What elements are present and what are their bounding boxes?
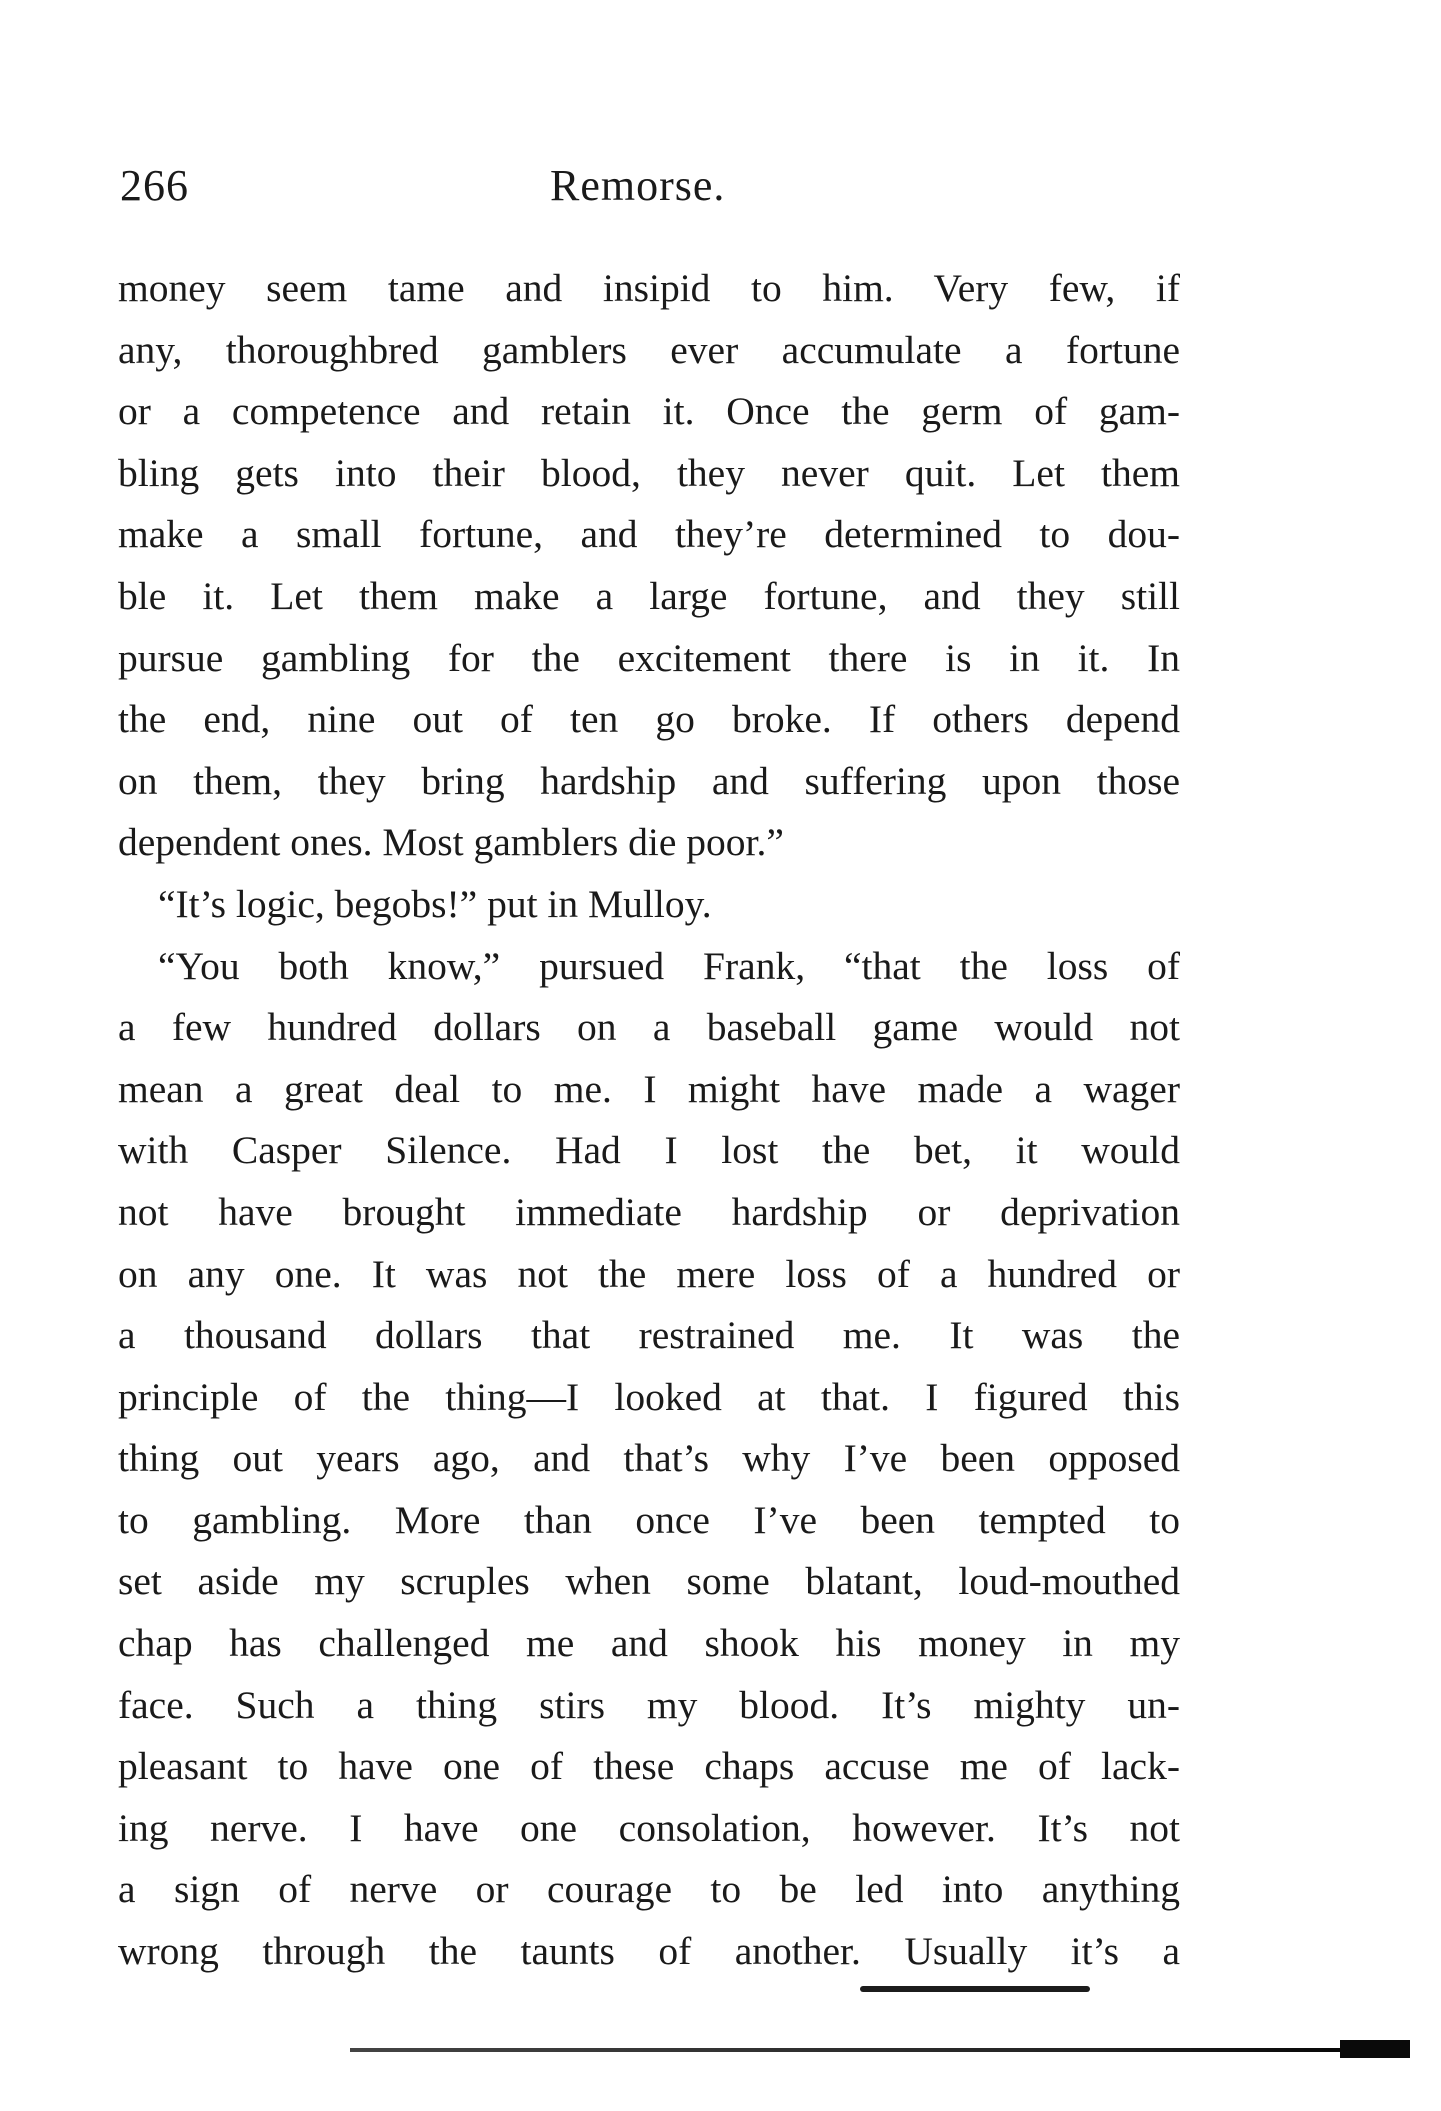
text-line: a thousand dollars that restrained me. It was the	[118, 1313, 1180, 1358]
body-text	[118, 258, 1180, 1983]
text-line: “You both know,” pursued Frank, “that the loss of	[158, 943, 1180, 988]
running-head	[120, 160, 1180, 220]
text-line: not have brought immediate hardship or deprivation	[118, 1189, 1180, 1234]
text-line: ing nerve. I have one consolation, however. It’s not	[118, 1805, 1180, 1850]
text-line: set aside my scruples when some blatant, loud-mouthed	[118, 1559, 1180, 1604]
text-line: pursue gambling for the excitement there is in it. In	[118, 635, 1180, 680]
text-line: make a small fortune, and they’re determined to dou-	[118, 512, 1180, 557]
text-line: “It’s logic, begobs!” put in Mulloy.	[158, 881, 712, 926]
text-line: a sign of nerve or courage to be led into anything	[118, 1867, 1180, 1912]
text-line: ble it. Let them make a large fortune, and they still	[118, 573, 1180, 618]
text-line: dependent ones. Most gamblers die poor.”	[118, 820, 784, 865]
text-line: pleasant to have one of these chaps accuse me of lack-	[118, 1744, 1180, 1789]
text-line: with Casper Silence. Had I lost the bet, it would	[118, 1128, 1180, 1173]
ink-smudge	[860, 1986, 1090, 1992]
text-line: mean a great deal to me. I might have made a wager	[118, 1066, 1180, 1111]
text-line: a few hundred dollars on a baseball game would not	[118, 1005, 1180, 1050]
text-line: wrong through the taunts of another. Usually it’s a	[118, 1929, 1180, 1974]
bottom-rule-end	[1340, 2040, 1410, 2058]
text-line: thing out years ago, and that’s why I’ve been opposed	[118, 1436, 1180, 1481]
text-line: the end, nine out of ten go broke. If others depend	[118, 697, 1180, 742]
page-number: 266	[120, 161, 189, 210]
text-line: chap has challenged me and shook his money in my	[118, 1621, 1180, 1666]
text-line: bling gets into their blood, they never quit. Let them	[118, 450, 1180, 495]
text-line: money seem tame and insipid to him. Very few, if	[118, 266, 1180, 310]
text-line: any, thoroughbred gamblers ever accumulate a fortune	[118, 327, 1180, 372]
text-line: on any one. It was not the mere loss of a hundred or	[118, 1251, 1180, 1296]
running-title: Remorse.	[550, 161, 726, 210]
text-line: face. Such a thing stirs my blood. It’s mighty un-	[118, 1682, 1180, 1727]
text-line: principle of the thing—I looked at that. I figured this	[118, 1374, 1180, 1419]
bottom-rule	[350, 2048, 1410, 2052]
text-line: or a competence and retain it. Once the germ of gam-	[118, 389, 1180, 434]
text-line: on them, they bring hardship and suffering upon those	[118, 758, 1180, 803]
text-line: to gambling. More than once I’ve been tempted to	[118, 1497, 1180, 1542]
